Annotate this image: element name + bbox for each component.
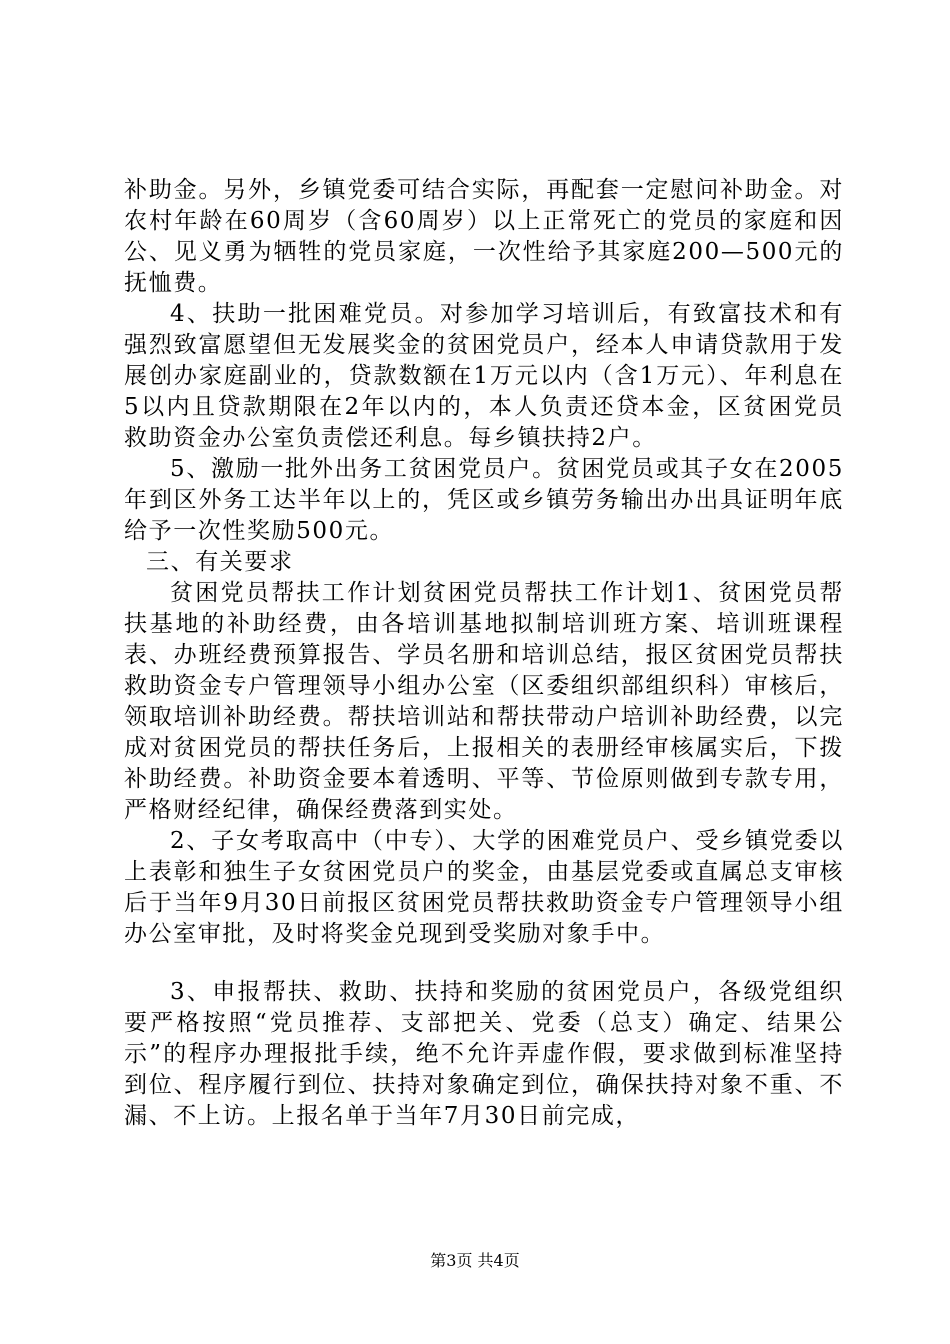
section-heading-requirements: 三、有关要求 (146, 549, 294, 575)
page-number-footer: 第3页 共4页 (430, 1251, 520, 1270)
paragraph-requirement-2: 2、子女考取高中（中专）、大学的困难党员户、受乡镇党委以上表彰和独生子女贫困党员户的奖金，由基层党委或直属总支审核后于当年9月30日前报区贫困党员帮扶救助资金专户管理领导小组办公室审批，及时将奖金兑现到受奖励对象手中。 (124, 828, 844, 947)
paragraph-requirement-3: 3、申报帮扶、救助、扶持和奖励的贫困党员户，各级党组织要严格按照“党员推荐、支部把关、党委（总支）确定、结果公示”的程序办理报批手续，绝不允许弄虚作假，要求做到标准坚持到位、程序履行到位、扶持对象确定到位，确保扶持对象不重、不漏、不上访。上报名单于当年7月30日前完成， (124, 979, 844, 1129)
paragraph-subsidy-continuation: 补助金。另外，乡镇党委可结合实际，再配套一定慰问补助金。对农村年龄在60周岁（含60周岁）以上正常死亡的党员的家庭和因公、见义勇为牺牲的党员家庭，一次性给予其家庭200—500元的抚恤费。 (124, 177, 844, 296)
paragraph-requirement-1: 贫困党员帮扶工作计划贫困党员帮扶工作计划1、贫困党员帮扶基地的补助经费，由各培训基地拟制培训班方案、培训班课程表、办班经费预算报告、学员名册和培训总结，报区贫困党员帮扶救助资金专户管理领导小组办公室（区委组织部组织科）审核后，领取培训补助经费。帮扶培训站和帮扶带动户培训补助经费，以完成对贫困党员的帮扶任务后，上报相关的表册经审核属实后，下拨补助经费。补助资金要本着透明、平等、节俭原则做到专款专用，严格财经纪律，确保经费落到实处。 (124, 580, 844, 823)
paragraph-item-4: 4、扶助一批困难党员。对参加学习培训后，有致富技术和有强烈致富愿望但无发展奖金的贫困党员户，经本人申请贷款用于发展创办家庭副业的，贷款数额在1万元以内（含1万元）、年利息在5以内且贷款期限在2年以内的，本人负责还贷本金，区贫困党员救助资金办公室负责偿还利息。每乡镇扶持2户。 (124, 301, 844, 451)
document-body (124, 175, 844, 1132)
paragraph-item-5: 5、激励一批外出务工贫困党员户。贫困党员或其子女在2005年到区外务工达半年以上的，凭区或乡镇劳务输出办出具证明年底给予一次性奖励500元。 (124, 456, 844, 544)
